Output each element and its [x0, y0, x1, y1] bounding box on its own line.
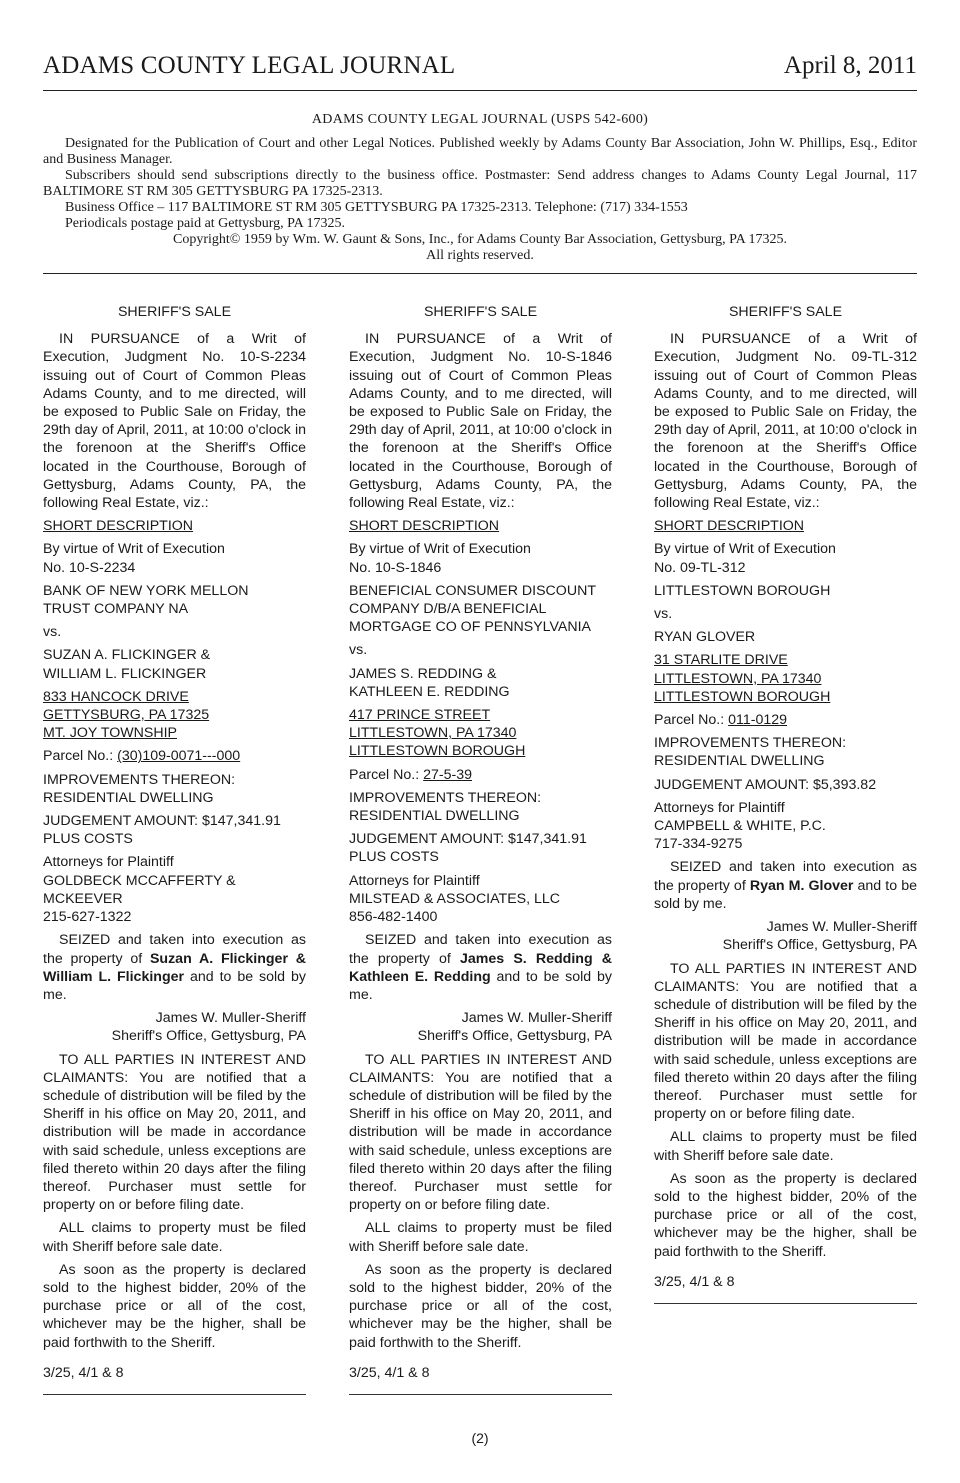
sheriff-sale-notice — [654, 303, 917, 1304]
seized-text: and to be sold by me. — [43, 968, 306, 1003]
address-line: LITTLESTOWN BOROUGH — [654, 688, 831, 705]
seized-text: and to be sold by me. — [654, 877, 917, 912]
sheriff-sale-notice — [349, 303, 612, 1395]
parcel-number: (30)109-0071---000 — [117, 748, 241, 765]
attorneys-label: Attorneys for Plaintiff — [43, 854, 174, 871]
attorneys-label: Attorneys for Plaintiff — [654, 799, 785, 816]
notice-heading: SHERIFF'S SALE — [117, 304, 232, 320]
attorneys-phone: 215-627-1322 — [43, 909, 132, 926]
parcel-number: 011-0129 — [728, 712, 788, 729]
versus: vs. — [43, 624, 62, 641]
attorneys-phone: 856-482-1400 — [349, 909, 438, 926]
publication-dates: 3/25, 4/1 & 8 — [349, 1364, 430, 1381]
attorneys-block — [349, 872, 612, 927]
sheriff-office: Sheriff's Office, Gettysburg, PA — [111, 1028, 306, 1045]
notice-end-rule — [43, 1394, 306, 1395]
short-description-heading: SHORT DESCRIPTION — [654, 518, 805, 535]
masthead-business-office: Business Office – 117 BALTIMORE ST RM 305 GETTYSBURG PA 17325-2313. Telephone: (717) 334-1553 — [65, 200, 688, 215]
sheriff-office: Sheriff's Office, Gettysburg, PA — [722, 937, 917, 954]
writ-number: No. 10-S-1846 — [349, 559, 442, 576]
improvements-line: IMPROVEMENTS THEREON: — [654, 735, 847, 752]
versus: vs. — [654, 606, 673, 623]
improvements-line: IMPROVEMENTS THEREON: — [43, 771, 236, 788]
defendant-block — [349, 665, 612, 701]
seized-owner: Ryan M. Glover — [749, 877, 854, 894]
parcel-label: Parcel No.: — [43, 748, 118, 765]
seized-text: and to be sold by me. — [349, 968, 612, 1003]
address-line: GETTYSBURG, PA 17325 — [43, 707, 210, 724]
claims-notice: ALL claims to property must be filed with Sheriff before sale date. — [654, 1129, 917, 1164]
property-address — [654, 651, 917, 706]
claims-notice: ALL claims to property must be filed with Sheriff before sale date. — [349, 1220, 612, 1255]
improvements-block — [654, 734, 917, 770]
page-header — [43, 52, 917, 80]
judgement-costs: PLUS COSTS — [349, 849, 439, 866]
attorneys-name: CAMPBELL & WHITE, P.C. — [654, 818, 826, 835]
writ-line: By virtue of Writ of Execution — [43, 541, 225, 558]
plaintiff-line: BANK OF NEW YORK MELLON — [43, 582, 249, 599]
sheriff-name: James W. Muller-Sheriff — [461, 1010, 612, 1027]
attorneys-block — [43, 853, 306, 926]
seized-text: SEIZED and taken into execution as the property of — [654, 859, 917, 894]
plaintiff-line: MORTGAGE CO OF PENNSYLVANIA — [349, 619, 592, 636]
payment-notice: As soon as the property is declared sold to the highest bidder, 20% of the purchase price or all of the cost, whichever may be the higher, shall be paid forthwith to the Sheriff. — [43, 1261, 306, 1351]
parties-notice: TO ALL PARTIES IN INTEREST AND CLAIMANTS: You are notified that a schedule of distribution will be filed by the Sheriff in his office on May 20, 2011, and distribution will be made in accordance with said schedule, unless exceptions are filed thereto within 20 days after the filing thereof. Purchaser must settle for property on or before filing date. — [654, 960, 917, 1123]
notice-heading: SHERIFF'S SALE — [423, 304, 538, 320]
attorneys-name: MILSTEAD & ASSOCIATES, LLC — [349, 890, 561, 907]
short-description-heading: SHORT DESCRIPTION — [43, 518, 194, 535]
parcel-label: Parcel No.: — [349, 766, 424, 783]
writ-block — [43, 540, 306, 576]
address-line: LITTLESTOWN BOROUGH — [349, 743, 526, 760]
defendant-block: RYAN GLOVER — [654, 629, 756, 646]
address-line: LITTLESTOWN, PA 17340 — [654, 670, 822, 687]
masthead — [43, 112, 917, 264]
journal-title: ADAMS COUNTY LEGAL JOURNAL — [43, 52, 456, 79]
attorneys-block — [654, 799, 917, 854]
plaintiff-block — [43, 582, 306, 618]
seized-owner: James S. Redding & Kathleen E. Redding — [349, 950, 612, 985]
seized-text: SEIZED and taken into execution as the property of — [349, 932, 612, 967]
masthead-designated: Designated for the Publication of Court and other Legal Notices. Published weekly by Adams County Bar Association, John W. Phillips, Esq., Editor and Business Manager. — [43, 136, 917, 167]
parcel-label: Parcel No.: — [654, 712, 729, 729]
notice-end-rule — [654, 1303, 917, 1304]
issue-date: April 8, 2011 — [783, 52, 917, 79]
seized-text: SEIZED and taken into execution as the property of — [43, 932, 306, 967]
defendant-block — [43, 646, 306, 682]
header-rule — [43, 90, 917, 91]
publication-dates: 3/25, 4/1 & 8 — [654, 1273, 735, 1290]
masthead-title: ADAMS COUNTY LEGAL JOURNAL (USPS 542-600) — [311, 112, 649, 127]
seized-statement — [654, 858, 917, 913]
versus: vs. — [349, 642, 368, 659]
improvements-line: RESIDENTIAL DWELLING — [654, 753, 825, 770]
improvements-line: RESIDENTIAL DWELLING — [349, 808, 520, 825]
parties-notice: TO ALL PARTIES IN INTEREST AND CLAIMANTS: You are notified that a schedule of distribution will be filed by the Sheriff in his office on May 20, 2011, and distribution will be made in accordance with said schedule, unless exceptions are filed thereto within 20 days after the filing thereof. Purchaser must settle for property on or before filing date. — [43, 1051, 306, 1214]
notice-heading: SHERIFF'S SALE — [728, 304, 843, 320]
address-line: MT. JOY TOWNSHIP — [43, 725, 178, 742]
judgement-block — [349, 830, 612, 866]
defendant-line: WILLIAM L. FLICKINGER — [43, 665, 207, 682]
improvements-block — [349, 789, 612, 825]
plaintiff-block — [349, 582, 612, 637]
seized-owner: Suzan A. Flickinger & William L. Flickinger — [43, 950, 306, 985]
plaintiff-line: COMPANY D/B/A BENEFICIAL — [349, 601, 547, 618]
improvements-line: IMPROVEMENTS THEREON: — [349, 789, 542, 806]
sheriff-office: Sheriff's Office, Gettysburg, PA — [417, 1028, 612, 1045]
plaintiff-line: BENEFICIAL CONSUMER DISCOUNT — [349, 582, 596, 599]
writ-block — [654, 540, 917, 576]
short-description-heading: SHORT DESCRIPTION — [349, 518, 500, 535]
judgement-costs: PLUS COSTS — [43, 831, 133, 848]
masthead-periodicals: Periodicals postage paid at Gettysburg, PA 17325. — [65, 216, 345, 231]
writ-number: No. 10-S-2234 — [43, 559, 136, 576]
parties-notice: TO ALL PARTIES IN INTEREST AND CLAIMANTS: You are notified that a schedule of distribution will be filed by the Sheriff in his office on May 20, 2011, and distribution will be made in accordance with said schedule, unless exceptions are filed thereto within 20 days after the filing thereof. Purchaser must settle for property on or before filing date. — [349, 1051, 612, 1214]
sheriff-sale-notice — [43, 303, 306, 1395]
seized-statement — [43, 931, 306, 1004]
notice-intro: IN PURSUANCE of a Writ of Execution, Judgment No. 09-TL-312 issuing out of Court of Common Pleas Adams County, and to me directed, will be exposed to Public Sale on Friday, the 29th day of April, 2011, at 10:00 o'clock in the forenoon at the Sheriff's Office located in the Courthouse, Borough of Gettysburg, Adams County, PA, the following Real Estate, viz.: — [654, 331, 917, 512]
notice-intro: IN PURSUANCE of a Writ of Execution, Judgment No. 10-S-2234 issuing out of Court of Common Pleas Adams County, and to me directed, will be exposed to Public Sale on Friday, the 29th day of April, 2011, at 10:00 o'clock in the forenoon at the Sheriff's Office located in the Courthouse, Borough of Gettysburg, Adams County, PA, the following Real Estate, viz.: — [43, 331, 306, 512]
address-line: 31 STARLITE DRIVE — [654, 652, 788, 669]
judgement-amount: JUDGEMENT AMOUNT: $147,341.91 — [349, 831, 587, 848]
writ-number: No. 09-TL-312 — [654, 559, 746, 576]
defendant-line: KATHLEEN E. REDDING — [349, 683, 510, 700]
attorneys-name: GOLDBECK MCCAFFERTY & — [43, 872, 236, 889]
address-line: LITTLESTOWN, PA 17340 — [349, 725, 517, 742]
judgement-amount: JUDGEMENT AMOUNT: $147,341.91 — [43, 813, 281, 830]
claims-notice: ALL claims to property must be filed with Sheriff before sale date. — [43, 1220, 306, 1255]
judgement-block: JUDGEMENT AMOUNT: $5,393.82 — [654, 776, 877, 793]
notice-end-rule — [349, 1394, 612, 1395]
attorneys-label: Attorneys for Plaintiff — [349, 872, 480, 889]
masthead-subscribers: Subscribers should send subscriptions directly to the business office. Postmaster: Send address changes to Adams County Legal Journal, 117 BALTIMORE ST RM 305 GETTYSBURG PA 17325-2313. — [43, 168, 917, 199]
writ-block — [349, 540, 612, 576]
attorneys-phone: 717-334-9275 — [654, 836, 743, 853]
improvements-line: RESIDENTIAL DWELLING — [43, 789, 214, 806]
sheriff-name: James W. Muller-Sheriff — [155, 1010, 306, 1027]
writ-line: By virtue of Writ of Execution — [349, 541, 531, 558]
property-address — [43, 688, 306, 743]
page-number: (2) — [471, 1430, 489, 1446]
masthead-rights: All rights reserved. — [426, 248, 534, 263]
payment-notice: As soon as the property is declared sold to the highest bidder, 20% of the purchase price or all of the cost, whichever may be the higher, shall be paid forthwith to the Sheriff. — [349, 1261, 612, 1351]
writ-line: By virtue of Writ of Execution — [654, 541, 836, 558]
parcel-line — [654, 711, 917, 729]
masthead-copyright: Copyright© 1959 by Wm. W. Gaunt & Sons, Inc., for Adams County Bar Association, Gettysburg, PA 17325. — [173, 232, 787, 247]
seized-statement — [349, 931, 612, 1004]
defendant-line: SUZAN A. FLICKINGER & — [43, 647, 211, 664]
notice-intro: IN PURSUANCE of a Writ of Execution, Judgment No. 10-S-1846 issuing out of Court of Common Pleas Adams County, and to me directed, will be exposed to Public Sale on Friday, the 29th day of April, 2011, at 10:00 o'clock in the forenoon at the Sheriff's Office located in the Courthouse, Borough of Gettysburg, Adams County, PA, the following Real Estate, viz.: — [349, 331, 612, 512]
improvements-block — [43, 771, 306, 807]
parcel-number: 27-5-39 — [423, 766, 473, 783]
publication-dates: 3/25, 4/1 & 8 — [43, 1364, 124, 1381]
masthead-rule — [43, 273, 917, 274]
parcel-line — [43, 747, 306, 765]
property-address — [349, 706, 612, 761]
sheriff-name: James W. Muller-Sheriff — [766, 919, 917, 936]
attorneys-name: MCKEEVER — [43, 890, 123, 907]
address-line: 833 HANCOCK DRIVE — [43, 688, 189, 705]
payment-notice: As soon as the property is declared sold to the highest bidder, 20% of the purchase price or all of the cost, whichever may be the higher, shall be paid forthwith to the Sheriff. — [654, 1170, 917, 1260]
plaintiff-block: LITTLESTOWN BOROUGH — [654, 582, 831, 599]
judgement-block — [43, 812, 306, 848]
address-line: 417 PRINCE STREET — [349, 707, 491, 724]
parcel-line — [349, 766, 612, 784]
defendant-line: JAMES S. REDDING & — [349, 665, 497, 682]
plaintiff-line: TRUST COMPANY NA — [43, 601, 189, 618]
